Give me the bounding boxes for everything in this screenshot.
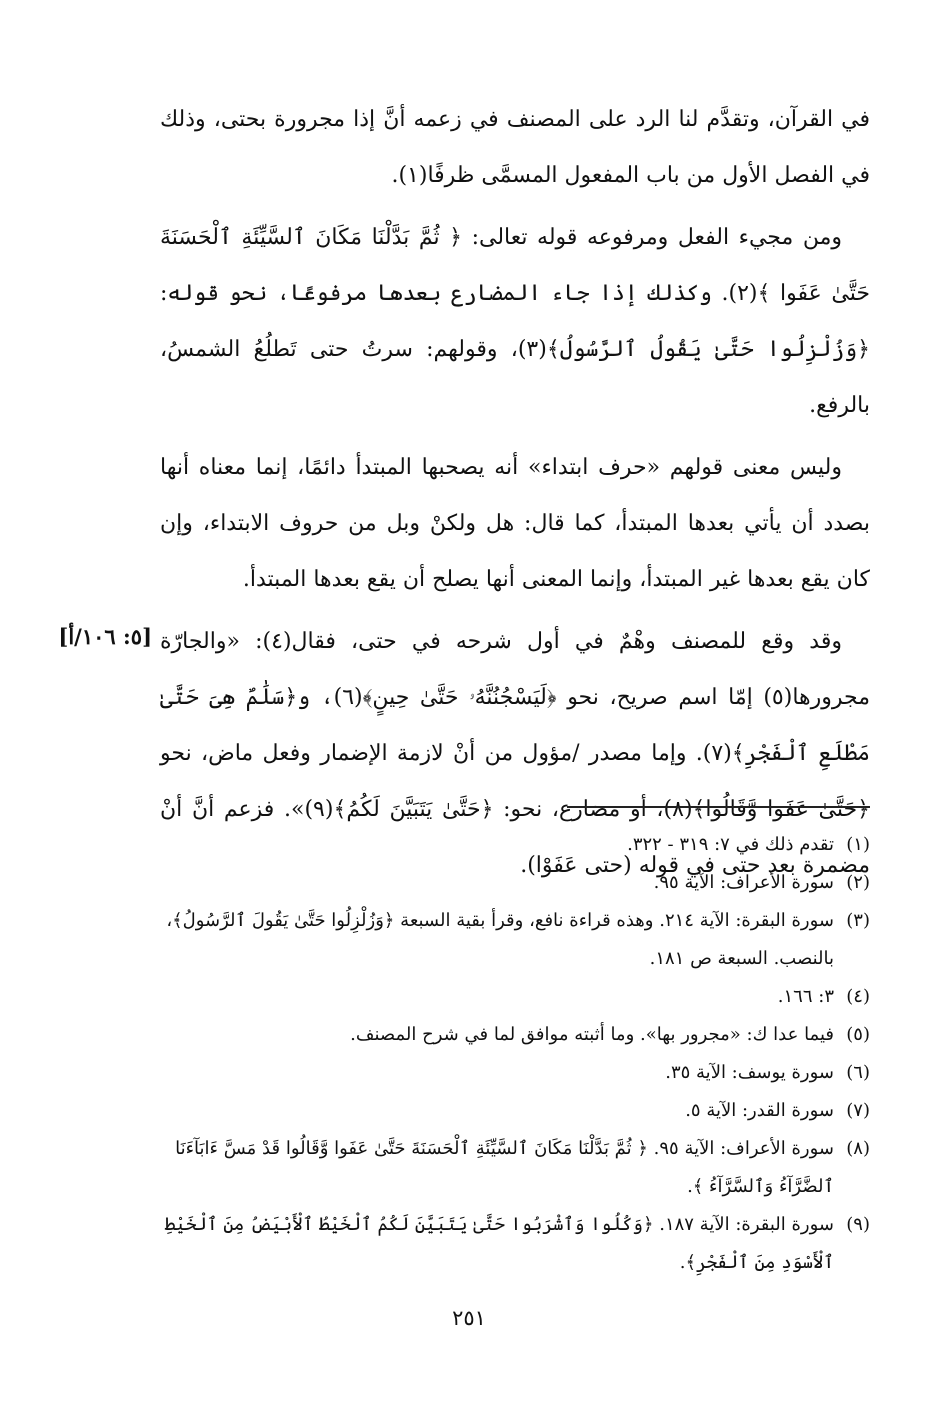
footnote [160, 902, 870, 978]
manuscript-folio-reference: [٥: ١٠٦/أ] [58, 624, 152, 649]
footnote-text: سورة البقرة: الآية ١٨٧. ﴿وَكُلُوا وَٱشْرَبُوا حَتَّىٰ يَتَبَيَّنَ لَكُمُ ٱلْخَيْطُ ٱلْأَبْيَضُ مِنَ ٱلْخَيْطِ ٱلْأَسْوَدِ مِنَ ٱلْفَجْرِ﴾. [164, 1214, 834, 1273]
footnote-number: (٩) [846, 1214, 870, 1235]
footnote [160, 864, 870, 902]
footnote-number: (٣) [846, 910, 870, 931]
footnote-text: ٣: ١٦٦. [777, 986, 834, 1007]
footnote-text: سورة الأعراف: الآية ٩٥. ﴿ ثُمَّ بَدَّلْنَا مَكَانَ ٱلسَّيِّئَةِ ٱلْحَسَنَةَ حَتَّىٰ عَفَوا وَّقَالُوا قَدْ مَسَّ ءَابَآءَنَا ٱلضَّرَّآءُ وَٱلسَّرَّآءُ ﴾. [175, 1138, 834, 1197]
footnote-text: سورة البقرة: الآية ٢١٤. وهذه قراءة نافع، وقرأ بقية السبعة ﴿وَزُلْزِلُوا حَتَّىٰ يَقُولَ ٱلرَّسُولُ﴾، بالنصب. السبعة ص ١٨١. [166, 910, 834, 969]
footnote [160, 1054, 870, 1092]
footnote [160, 1206, 870, 1282]
paragraph-3: وليس معنى قولهم «حرف ابتداء» أنه يصحبها المبتدأ دائمًا، إنما معناه أنها بصدد أن يأتي بعدها المبتدأ، كما قال: هل ولكنْ وبل من حروف الابتداء، وإن كان يقع بعدها غير المبتدأ، وإنما المعنى أنها يصلح أن يقع بعدها المبتدأ. [160, 455, 870, 592]
footnote-text: تقدم ذلك في ٧: ٣١٩ - ٣٢٢. [627, 834, 834, 855]
footnote-number: (٦) [846, 1062, 870, 1083]
footnote [160, 978, 870, 1016]
footnote-number: (٧) [846, 1100, 870, 1121]
footnote-text: سورة القدر: الآية ٥. [685, 1100, 834, 1121]
main-text [160, 92, 870, 900]
footnote-text: سورة الأعراف: الآية ٩٥. [653, 872, 834, 893]
footnote [160, 826, 870, 864]
footnote [160, 1092, 870, 1130]
footnote-text: فيما عدا ك: «مجرور بها». وما أثبته موافق لما في شرح المصنف. [350, 1024, 834, 1045]
paragraph-4: وقد وقع للمصنف وهْمٌ في أول شرحه في حتى، فقال(٤): «والجارّة مجرورها(٥) إمّا اسم صريح، نحو ﴿لَيَسْجُنُنَّهُۥ حَتَّىٰ حِينٍ﴾(٦)، و﴿سَلَٰمٌ هِىَ حَتَّىٰ مَطْلَعِ ٱلْفَجْرِ﴾(٧). وإما مصدر /مؤول من أنْ لازمة الإضمار وفعل ماض، نحو ﴿حَتَّىٰ عَفَوا وَّقَالُوا﴾(٨)، أو مضارع، نحو: ﴿حَتَّىٰ يَتَبَيَّنَ لَكُمُ﴾(٩)». فزعم أنَّ أنْ مضمرة بعد حتى في قوله (حتى عَفَوْا). [160, 629, 870, 878]
footnote [160, 1130, 870, 1206]
footnote-number: (٤) [846, 986, 870, 1007]
footnote-text: سورة يوسف: الآية ٣٥. [665, 1062, 834, 1083]
paragraph-1: في القرآن، وتقدَّم لنا الرد على المصنف في زعمه أنَّ إذا مجرورة بحتى، وذلك في الفصل الأول من باب المفعول المسمَّى ظرفًا(١). [160, 107, 870, 188]
footnotes [160, 826, 870, 1282]
footnote-number: (٢) [846, 872, 870, 893]
footnote-number: (١) [846, 834, 870, 855]
footnote-separator [567, 806, 870, 808]
page-number: ٢٥١ [452, 1306, 486, 1330]
footnote-number: (٥) [846, 1024, 870, 1045]
footnote-number: (٨) [846, 1138, 870, 1159]
footnote [160, 1016, 870, 1054]
paragraph-2: ومن مجيء الفعل ومرفوعه قوله تعالى: ﴿ ثُمَّ بَدَّلْنَا مَكَانَ ٱلسَّيِّئَةِ ٱلْحَسَنَةَ حَتَّىٰ عَفَوا ﴾(٢). وكذلك إذا جاء المضارع بعدها مرفوعًا، نحو قوله: ﴿وَزُلْزِلُوا حَتَّىٰ يَقُولُ ٱلرَّسُولُ﴾(٣)، وقولهم: سرتُ حتى تَطلُعُ الشمسُ، بالرفع. [160, 225, 870, 418]
